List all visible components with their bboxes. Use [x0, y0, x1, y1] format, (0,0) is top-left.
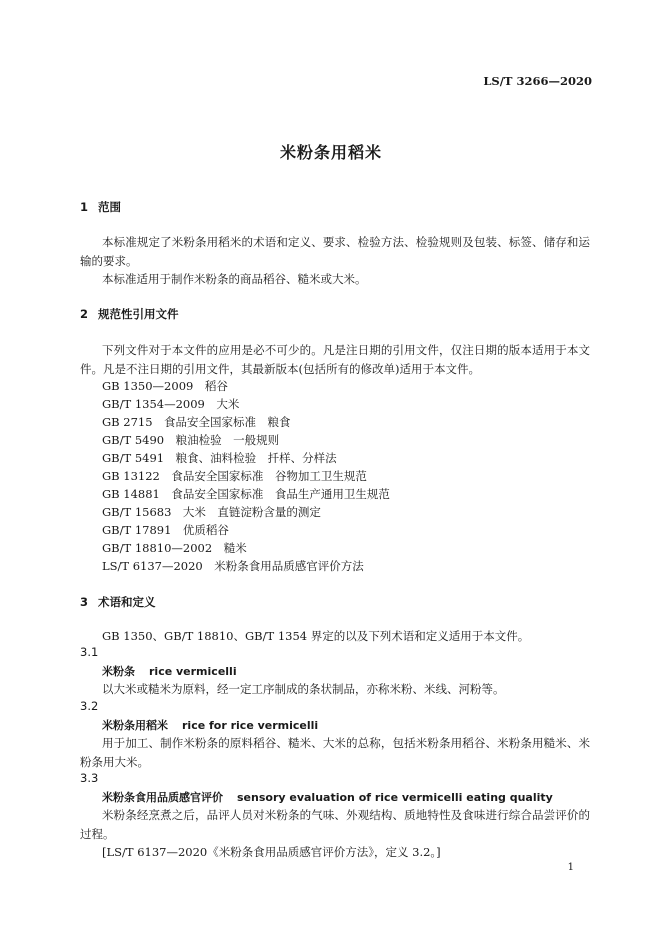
section-number: 2: [80, 307, 89, 321]
section-title: 范围: [98, 200, 121, 214]
page-number: 1: [567, 862, 574, 873]
section-number: 1: [80, 200, 89, 214]
reference-item: GB 14881 食品安全国家标准 食品生产通用卫生规范: [102, 487, 390, 501]
section-number: 3: [80, 595, 89, 609]
term-definition: 用于加工、制作米粉条的原料稻谷、糙米、大米的总称，包括米粉条用稻谷、米粉条用糙米、米粉条用大米。: [80, 736, 590, 769]
clause-number: 3.2: [80, 699, 99, 713]
reference-item: GB 1350—2009 稻谷: [102, 379, 228, 393]
term-definition: 米粉条经烹煮之后，品评人员对米粉条的气味、外观结构、质地特性及食味进行综合品尝评价的过程。: [80, 808, 590, 841]
standard-number: LS/T 3266—2020: [483, 74, 592, 88]
term-heading: [102, 663, 237, 679]
paragraph: 本标准规定了米粉条用稻米的术语和定义、要求、检验方法、检验规则及包装、标签、储存和运输的要求。: [80, 235, 590, 268]
term-definition: 以大米或糙米为原料，经一定工序制成的条状制品，亦称米粉、米线、河粉等。: [102, 682, 505, 696]
paragraph: 下列文件对于本文件的应用是必不可少的。凡是注日期的引用文件，仅注日期的版本适用于本文件。凡是不注日期的引用文件，其最新版本(包括所有的修改单)适用于本文件。: [80, 343, 590, 376]
term-heading: [102, 789, 553, 805]
term-zh: 米粉条: [102, 665, 135, 678]
reference-item: GB/T 18810—2002 糙米: [102, 541, 247, 555]
section-title: 术语和定义: [98, 595, 156, 609]
reference-item: GB/T 17891 优质稻谷: [102, 523, 229, 537]
clause-number: 3.1: [80, 645, 99, 659]
source-note: [LS/T 6137—2020《米粉条食用品质感官评价方法》，定义 3.2。]: [102, 845, 441, 859]
reference-item: GB/T 15683 大米 直链淀粉含量的测定: [102, 505, 321, 519]
reference-item: LS/T 6137—2020 米粉条食用品质感官评价方法: [102, 559, 364, 573]
section-2-heading: [80, 306, 179, 322]
term-en: rice for rice vermicelli: [182, 719, 319, 732]
term-heading: [102, 717, 318, 733]
term-en: sensory evaluation of rice vermicelli eating quality: [237, 791, 553, 804]
reference-item: GB 13122 食品安全国家标准 谷物加工卫生规范: [102, 469, 367, 483]
reference-item: GB/T 5490 粮油检验 一般规则: [102, 433, 280, 447]
paragraph: 本标准适用于制作米粉条的商品稻谷、糙米或大米。: [102, 272, 367, 286]
clause-number: 3.3: [80, 771, 99, 785]
term-en: rice vermicelli: [149, 665, 237, 678]
section-3-heading: [80, 594, 156, 610]
reference-item: GB/T 5491 粮食、油料检验 扦样、分样法: [102, 451, 337, 465]
reference-item: GB/T 1354—2009 大米: [102, 397, 240, 411]
reference-item: GB 2715 食品安全国家标准 粮食: [102, 415, 291, 429]
term-zh: 米粉条用稻米: [102, 719, 168, 732]
section-title: 规范性引用文件: [98, 307, 179, 321]
paragraph: GB 1350、GB/T 18810、GB/T 1354 界定的以及下列术语和定义适用于本文件。: [102, 629, 530, 643]
term-zh: 米粉条食用品质感官评价: [102, 791, 223, 804]
document-title: 米粉条用稻米: [279, 143, 382, 162]
section-1-heading: [80, 199, 121, 215]
